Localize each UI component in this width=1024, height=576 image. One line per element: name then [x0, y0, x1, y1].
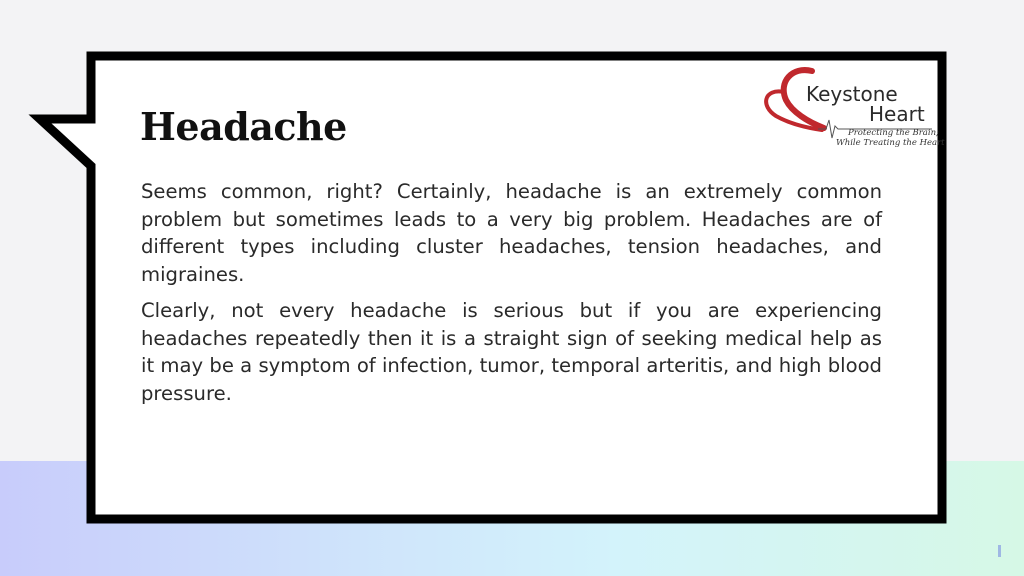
logo-tagline-line1: Protecting the Brain; [848, 128, 939, 138]
logo-name-line2: Heart [869, 102, 925, 126]
logo-tagline-line2: While Treating the Heart [836, 138, 945, 148]
page-indicator [998, 545, 1001, 557]
slide-body [141, 178, 882, 416]
logo-name-line1: Keystone [806, 82, 898, 106]
body-paragraph: Seems common, right? Certainly, headache is an extremely common problem but sometimes leads to a very big problem. Headaches are of different types including cluster headaches, tension headaches, and migraines. [141, 180, 882, 286]
body-paragraph: Clearly, not every headache is serious but if you are experiencing headaches repeatedly then it is a straight sign of seeking medical help as it may be a symptom of infection, tumor, temporal arteritis, and high blood pressure. [141, 299, 882, 405]
keystone-heart-logo [756, 66, 945, 148]
slide-title: Headache [140, 104, 347, 149]
